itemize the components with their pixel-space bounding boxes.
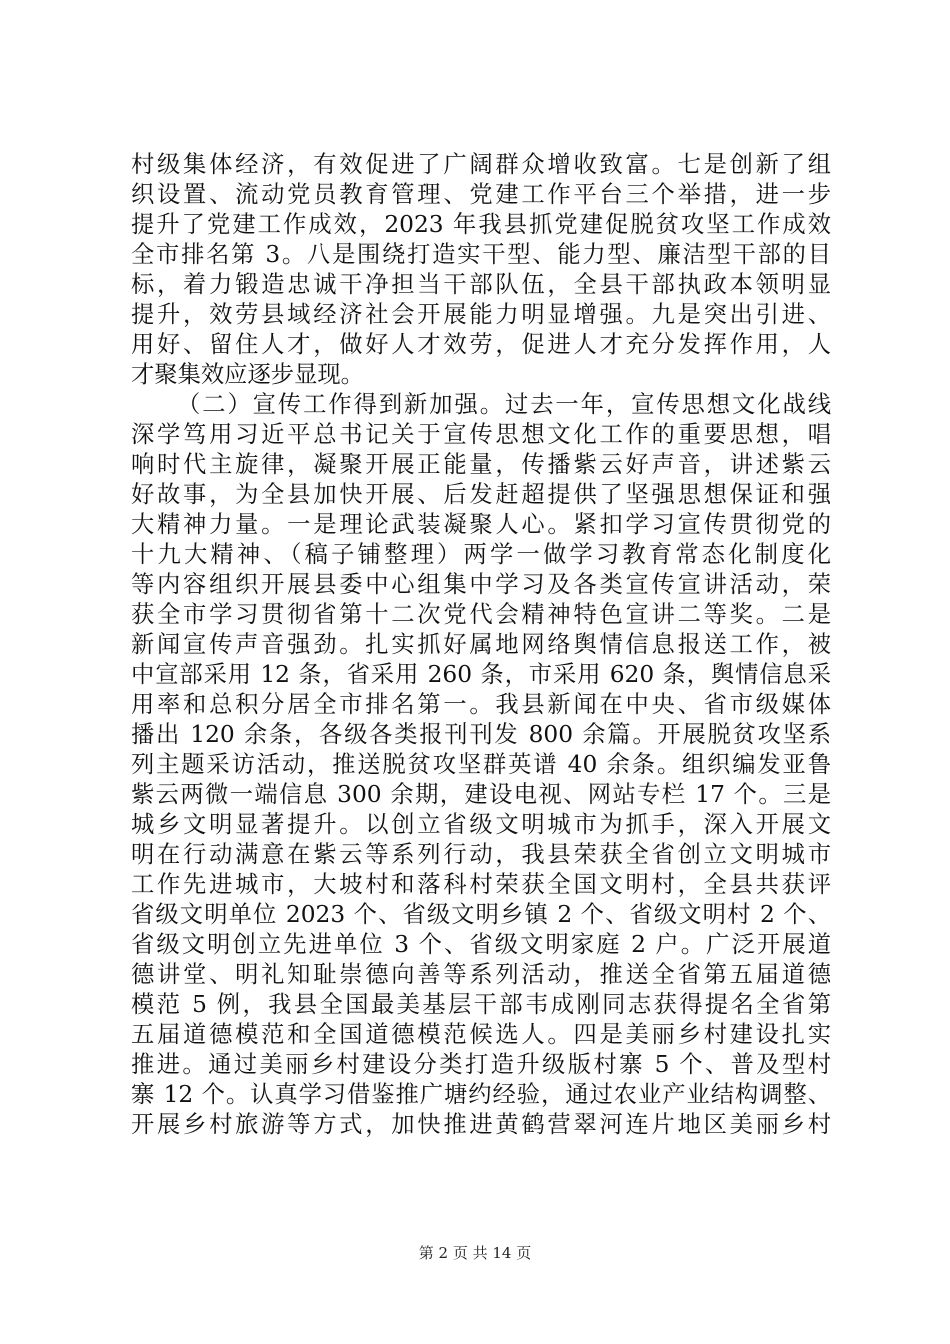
text-line: 好故事，为全县加快开展、后发赶超提供了坚强思想保证和强 (131, 481, 831, 508)
text-line: 织设置、流动党员教育管理、党建工作平台三个举措，进一步 (131, 181, 831, 208)
text-line: 获全市学习贯彻省第十二次党代会精神特色宣讲二等奖。二是 (131, 601, 831, 628)
text-line: 响时代主旋律，凝聚开展正能量，传播紫云好声音，讲述紫云 (131, 451, 831, 478)
text-line: 全市排名第 3。八是围绕打造实干型、能力型、廉洁型干部的目 (131, 241, 831, 268)
text-line: 村级集体经济，有效促进了广阔群众增收致富。七是创新了组 (131, 151, 831, 178)
text-line: 标，着力锻造忠诚干净担当干部队伍，全县干部执政本领明显 (131, 271, 831, 298)
text-line: 省级文明创立先进单位 3 个、省级文明家庭 2 户。广泛开展道 (131, 931, 831, 958)
text-line: 才聚集效应逐步显现。 (131, 361, 364, 388)
text-line: 紫云两微一端信息 300 余期，建设电视、网站专栏 17 个。三是 (131, 781, 831, 808)
text-line: 十九大精神、（稿子铺整理）两学一做学习教育常态化制度化 (131, 541, 831, 568)
text-line: （二）宣传工作得到新加强。过去一年，宣传思想文化战线 (177, 391, 831, 418)
text-line: 五届道德模范和全国道德模范候选人。四是美丽乡村建设扎实 (131, 1021, 831, 1048)
page-footer: 第 2 页 共 14 页 (418, 1244, 532, 1262)
text-line: 提升，效劳县域经济社会开展能力明显增强。九是突出引进、 (131, 301, 831, 328)
text-line: 省级文明单位 2023 个、省级文明乡镇 2 个、省级文明村 2 个、 (131, 901, 831, 928)
text-line: 明在行动满意在紫云等系列行动，我县荣获全省创立文明城市 (131, 841, 831, 868)
text-line: 播出 120 余条，各级各类报刊刊发 800 余篇。开展脱贫攻坚系 (131, 721, 831, 748)
text-line: 推进。通过美丽乡村建设分类打造升级版村寨 5 个、普及型村 (131, 1051, 831, 1078)
text-line: 列主题采访活动，推送脱贫攻坚群英谱 40 余条。组织编发亚鲁 (131, 751, 831, 778)
text-line: 城乡文明显著提升。以创立省级文明城市为抓手，深入开展文 (131, 811, 831, 838)
text-line: 大精神力量。一是理论武装凝聚人心。紧扣学习宣传贯彻党的 (131, 511, 831, 538)
text-line: 中宣部采用 12 条，省采用 260 条，市采用 620 条，舆情信息采 (131, 661, 831, 688)
text-line: 模范 5 例，我县全国最美基层干部韦成刚同志获得提名全省第 (131, 991, 831, 1018)
document-body (131, 150, 831, 1140)
text-line: 等内容组织开展县委中心组集中学习及各类宣传宣讲活动，荣 (131, 571, 831, 598)
text-line: 用好、留住人才，做好人才效劳，促进人才充分发挥作用，人 (131, 331, 831, 358)
text-line: 提升了党建工作成效，2023 年我县抓党建促脱贫攻坚工作成效 (131, 211, 831, 238)
text-line: 用率和总积分居全市排名第一。我县新闻在中央、省市级媒体 (131, 691, 831, 718)
text-line: 开展乡村旅游等方式，加快推进黄鹤营翠河连片地区美丽乡村 (131, 1111, 831, 1138)
text-line: 德讲堂、明礼知耻崇德向善等系列活动，推送全省第五届道德 (131, 961, 831, 988)
text-line: 新闻宣传声音强劲。扎实抓好属地网络舆情信息报送工作，被 (131, 631, 831, 658)
text-line: 深学笃用习近平总书记关于宣传思想文化工作的重要思想，唱 (131, 421, 831, 448)
text-line: 寨 12 个。认真学习借鉴推广塘约经验，通过农业产业结构调整、 (131, 1081, 831, 1108)
text-line: 工作先进城市，大坡村和落科村荣获全国文明村，全县共获评 (131, 871, 831, 898)
